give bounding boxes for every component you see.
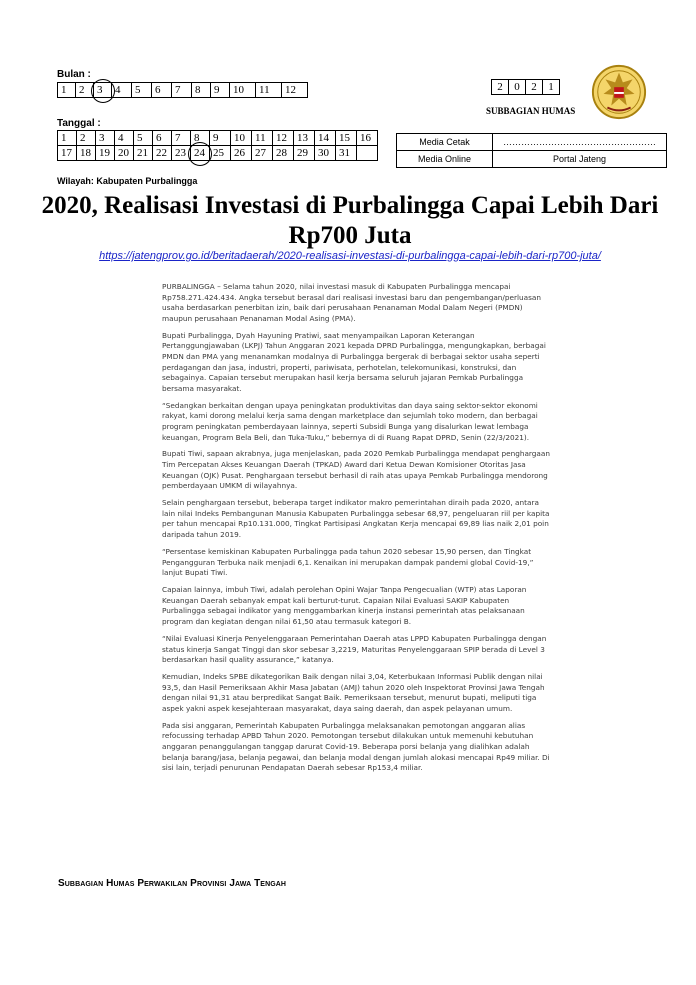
media-table [396, 133, 667, 168]
article-paragraph: Pada sisi anggaran, Pemerintah Kabupaten Purbalingga melaksanakan pemotongan anggaran alias refocussing terhadap APBD Tahun 2020. Pemotongan tersebut dilakukan untuk memenuhi kebutuhan anggaran penanggulangan tanggap darurat Covid-19. Beberapa porsi belanja yang dialihkan adalah belanja barang/jasa, belanja pegawai, dan belanja modal dengan jumlah alokasi mencapai Rp49 miliar. Di sisi lain, terjadi penurunan Pendapatan Daerah sebesar Rp153,4 miliar. [162, 720, 550, 773]
date-cell: 13 [294, 131, 315, 146]
date-cell: 5 [134, 131, 153, 146]
year-digit: 2 [492, 80, 509, 95]
date-cell: 9 [210, 131, 231, 146]
footer-label: Subbagian Humas Perwakilan Provinsi Jawa Tengah [58, 878, 287, 889]
month-cell: 8 [192, 83, 211, 98]
media-online-label: Media Online [397, 151, 493, 168]
date-cell: 21 [134, 146, 153, 161]
garuda-emblem-icon [590, 63, 648, 121]
date-cell: 4 [115, 131, 134, 146]
month-cell: 12 [282, 83, 308, 98]
date-cell: 6 [153, 131, 172, 146]
article-paragraph: Bupati Purbalingga, Dyah Hayuning Pratiwi, saat menyampaikan Laporan Keterangan Pertanggungjawaban (LKPJ) Tahun Anggaran 2021 kepada DPRD Purbalingga, mengungkapkan, berbagai PMDN dan PMA yang menanamkan modalnya di Purbalingga bergerak di berbagai sektor usaha seperti perdagangan dan jasa, industri, properti, pariwisata, perhotelan, telekomunikasi, konstruksi, dan sebagainya. Capaian tersebut merupakan hasil kerja bersama seluruh jajaran Pemkab Purbalingga bersama masyarakat. [162, 330, 546, 393]
month-cell: 6 [152, 83, 172, 98]
date-cell: 31 [336, 146, 357, 161]
date-cell: 25 [210, 146, 231, 161]
media-cetak-value: …………………………………………… [493, 134, 667, 151]
month-cell: 2 [76, 83, 94, 98]
tanggal-label: Tanggal : [57, 118, 101, 129]
date-cell: 16 [357, 131, 378, 146]
month-cell: 11 [256, 83, 282, 98]
date-cell: 19 [96, 146, 115, 161]
month-cell: 10 [230, 83, 256, 98]
date-cell: 2 [77, 131, 96, 146]
date-cell: 11 [252, 131, 273, 146]
date-cell: 12 [273, 131, 294, 146]
year-box [491, 79, 560, 95]
month-cell: 9 [211, 83, 230, 98]
year-digit: 1 [543, 80, 560, 95]
month-cell: 4 [112, 83, 132, 98]
date-cell: 28 [273, 146, 294, 161]
media-online-value: Portal Jateng [493, 151, 667, 168]
date-cell: 14 [315, 131, 336, 146]
month-cell: 5 [132, 83, 152, 98]
date-cell: 7 [172, 131, 191, 146]
media-cetak-label: Media Cetak [397, 134, 493, 151]
article-paragraph: Selain penghargaan tersebut, beberapa target indikator makro pemerintahan diraih pada 2020, antara lain nilai Indeks Pembangunan Manusia Kabupaten Purbalingga sebesar 68,97, pengeluaran riil per kapita per tahun mencapai Rp10.131.000, Tingkat Partisipasi Angkatan Kerja mencapai 69,89 lias naik 2,01 poin daripada tahun 2019. [162, 498, 550, 540]
article-title: 2020, Realisasi Investasi di Purbalingga Capai Lebih Dari Rp700 Juta [41, 192, 659, 249]
article-paragraph: Capaian lainnya, imbuh Tiwi, adalah perolehan Opini Wajar Tanpa Pengecualian (WTP) atas Laporan Keuangan Daerah sebanyak empat kali berturut-turut. Capaian Nilai Evaluasi SAKIP Kabupaten Purbalingga sebagai indikator yang menggambarkan kinerja instansi pemerintah atas pelaksanaan program dan kegiatan dengan nilai 61,50 atau termasuk kategori B. [162, 585, 527, 626]
unit-label: SUBBAGIAN HUMAS [486, 106, 576, 116]
date-cell: 27 [252, 146, 273, 161]
article-paragraph: PURBALINGGA – Selama tahun 2020, nilai investasi masuk di Kabupaten Purbalingga mencapai Rp758.271.424.434. Angka tersebut berasal dari realisasi investasi baru dan pengembangan/perluasan usaha berdasarkan penerbitan izin, baik dari perusahaan Penanaman Modal Dalam Negeri (PMDN) maupun perusahaan Penanaman Modal Asing (PMA). [162, 282, 542, 323]
month-cell: 1 [58, 83, 76, 98]
date-grid [57, 130, 378, 161]
date-cell: 20 [115, 146, 134, 161]
date-cell: 24 [191, 146, 210, 161]
article-paragraph: Bupati Tiwi, sapaan akrabnya, juga menjelaskan, pada 2020 Pemkab Purbalingga mendapat penghargaan Tim Percepatan Akses Keuangan Daerah (TPKAD) Award dari Ketua Dewan Komisioner Otoritas Jasa Keuangan (OJK) Pusat. Penghargaan tersebut berhasil di raih atas upaya Pemkab Purbalingga mendorong pemberdayaan UMKM di wilayahnya. [162, 449, 550, 491]
article-paragraph: “Persentase kemiskinan Kabupaten Purbalingga pada tahun 2020 sebesar 15,90 persen, dan Tingkat Pengangguran Terbuka naik menjadi 6,1. Kenaikan ini merupakan dampak pandemi global Covid-19,” lanjut Bupati Tiwi. [162, 547, 534, 578]
year-digit: 2 [526, 80, 543, 95]
date-cell: 10 [231, 131, 252, 146]
date-cell: 15 [336, 131, 357, 146]
date-cell: 30 [315, 146, 336, 161]
date-cell: 18 [77, 146, 96, 161]
article-paragraph: “Sedangkan berkaitan dengan upaya peningkatan produktivitas dan daya saing sektor-sektor ekonomi rakyat, kami dorong melalui kerja sama dengan marketplace dan sejumlah toko modern, dan berbagai program peningkatan pemberdayaan lainnya, seperti Subsidi Bunga yang disalurkan lewat lembaga keuangan, Program Bela Beli, dan Tuka-Tuku,” bebernya di di Ruang Rapat DPRD, Senin (22/3/2021). [162, 400, 538, 442]
month-cell: 3 [94, 83, 112, 98]
date-cell: 26 [231, 146, 252, 161]
bulan-label: Bulan : [57, 69, 91, 80]
article-paragraph: “Nilai Evaluasi Kinerja Penyelenggaraan Pemerintahan Daerah atas LPPD Kabupaten Purbalingga dengan status kinerja Sangat Tinggi dan skor sebesar 3,2219, Maturitas Penyelenggaraan SPIP berada di Level 3 berdasarkan hasil quality assurance,” katanya. [162, 633, 547, 665]
date-cell: 22 [153, 146, 172, 161]
month-cell: 7 [172, 83, 192, 98]
date-cell: 23 [172, 146, 191, 161]
date-cell [357, 146, 378, 161]
date-cell: 17 [58, 146, 77, 161]
article-paragraph: Kemudian, Indeks SPBE dikategorikan Baik dengan nilai 3,04, Keterbukaan Informasi Publik dengan nilai 93,5, dan Hasil Pemeriksaan Akhir Masa Jabatan (AMJ) tahun 2020 oleh Inspektorat Provinsi Jawa Tengah dengan nilai 91,31 atau berpredikat Sangat Baik. Pemeriksaan tersebut, menurut bupati, meliputi tiga aspek yakni aspek kesejahteraan masyarakat, daya saing daerah, dan aspek pelayanan umum. [162, 672, 545, 713]
month-grid [57, 82, 308, 98]
year-digit: 0 [509, 80, 526, 95]
wilayah-label: Wilayah: Kabupaten Purbalingga [57, 176, 198, 186]
article-body [162, 282, 554, 780]
date-cell: 3 [96, 131, 115, 146]
date-cell: 1 [58, 131, 77, 146]
date-cell: 8 [191, 131, 210, 146]
article-url-link[interactable]: https://jatengprov.go.id/beritadaerah/2020-realisasi-investasi-di-purbalingga-capai-lebih-dari-rp700-juta/ [99, 250, 601, 262]
date-cell: 29 [294, 146, 315, 161]
